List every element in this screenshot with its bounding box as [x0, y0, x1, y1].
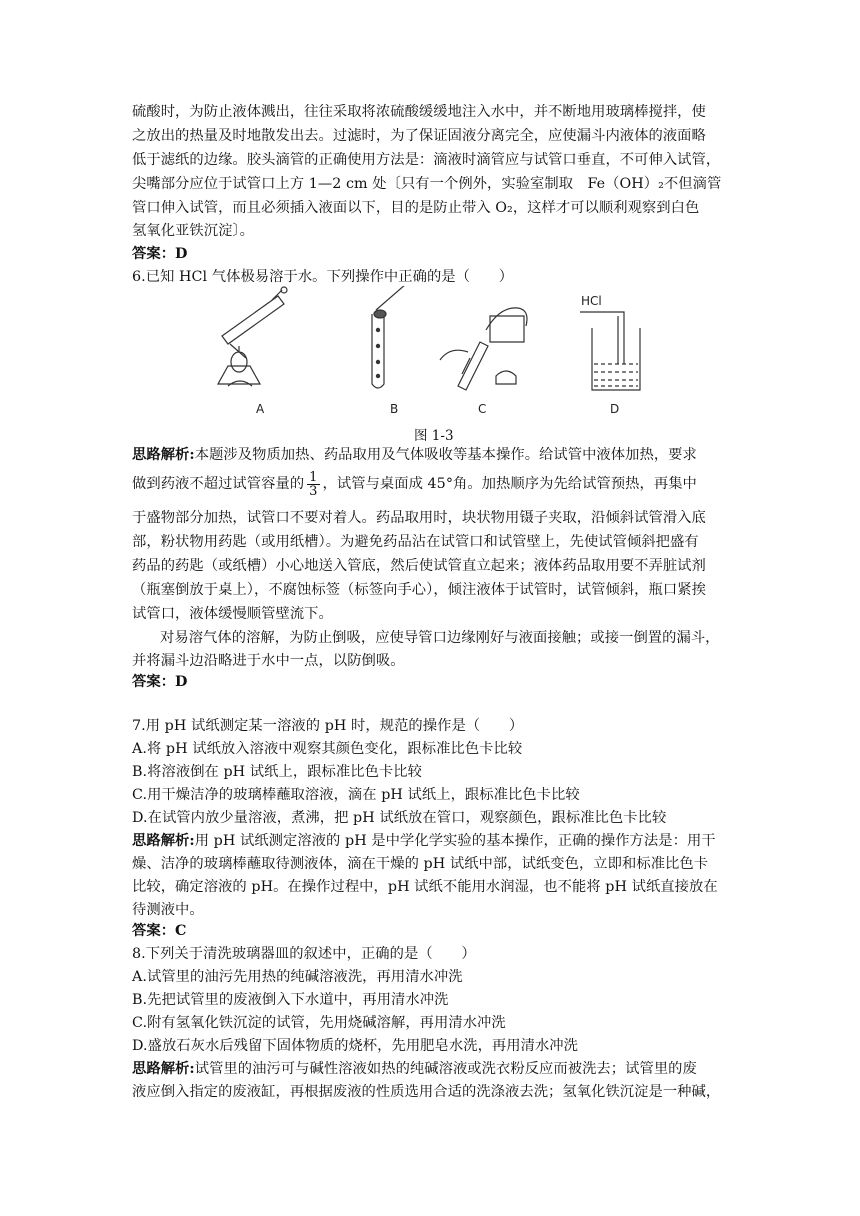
answer-line [132, 920, 732, 942]
option-b: B.将溶液倒在 pH 试纸上，跟标准比色卡比较 [132, 764, 422, 780]
apparatus-b [372, 286, 406, 388]
analysis-text: 试管里的油污可与碱性溶液如热的纯碱溶液或洗衣粉反应而被洗去；试管里的废 [194, 1061, 697, 1077]
text-line: 硫酸时，为防止液体溅出，往往采取将浓硫酸缓缓地注入水中，并不断地用玻璃棒搅拌，使 [132, 104, 706, 120]
answer-label: 答案： [132, 674, 176, 690]
analysis-line [132, 470, 732, 498]
text-line: 氢氧化亚铁沉淀〕。 [132, 223, 254, 239]
text-line: 之放出的热量及时地散发出去。过滤时，为了保证固液分离完全，应使漏斗内液体的液面略 [132, 128, 706, 144]
hcl-label: HCl [581, 294, 602, 308]
option-d: D.在试管内放少量溶液，煮沸，把 pH 试纸放在管口，观察颜色，跟标准比色卡比较 [132, 810, 667, 826]
text-line: 管口伸入试管，而且必须插入液面以下，目的是防止带入 O₂，这样才可以顺利观察到白色 [132, 200, 700, 216]
fraction-numerator: 1 [309, 469, 318, 485]
answer-value: C [175, 923, 187, 939]
option-c: C.用干燥洁净的玻璃棒蘸取溶液，滴在 pH 试纸上，跟标准比色卡比较 [132, 787, 580, 803]
fraction-one-third [307, 471, 319, 498]
option-d: D.盛放石灰水后残留下固体物质的烧杯，先用肥皂水洗，再用清水冲洗 [132, 1038, 579, 1054]
fraction-denominator: 3 [309, 483, 318, 499]
option-a: A.试管里的油污先用热的纯碱溶液洗，再用清水冲洗 [132, 969, 463, 985]
figure-label-a: A [256, 402, 265, 416]
analysis-text: 用 pH 试纸测定溶液的 pH 是中学化学实验的基本操作，正确的操作方法是：用干 [194, 833, 716, 849]
analysis-line: 对易溶气体的溶解，为防止倒吸，应使导管口边缘刚好与液面接触；或接一倒置的漏斗， [160, 630, 720, 646]
analysis-line: 并将漏斗边沿略进于水中一点，以防倒吸。 [132, 653, 405, 669]
analysis-label: 思路解析: [132, 833, 195, 849]
answer-label: 答案： [132, 923, 176, 939]
analysis-line: 液应倒入指定的废液缸，再根据废液的性质选用合适的洗涤液去洗；氢氧化铁沉淀是一种碱， [132, 1084, 721, 1100]
question-8-stem: 8.下列关于清洗玻璃器皿的叙述中，正确的是（ ） [132, 946, 476, 962]
figure-label-d: D [610, 402, 620, 416]
apparatus-a [218, 287, 287, 386]
answer-value: D [175, 246, 188, 262]
analysis-line: 于盛物部分加热，试管口不要对着人。药品取用时，块状物用镊子夹取，沿倾斜试管滑入底 [132, 510, 706, 526]
option-a: A.将 pH 试纸放入溶液中观察其颜色变化，跟标准比色卡比较 [132, 741, 523, 757]
analysis-text: ，试管与桌面成 45°角。加热顺序为先给试管预热，再集中 [322, 476, 697, 492]
option-b: B.先把试管里的废液倒入下水道中，再用清水冲洗 [132, 992, 449, 1008]
analysis-line [132, 830, 732, 852]
figure-1-3 [200, 286, 660, 420]
analysis-line: 试管口，液体缓慢顺管壁流下。 [132, 606, 333, 622]
answer-label: 答案： [132, 246, 176, 262]
figure-label-b: B [390, 402, 399, 416]
analysis-text: 本题涉及物质加热、药品取用及气体吸收等基本操作。给试管中液体加热，要求 [194, 447, 697, 463]
question-6-stem: 6.已知 HCl 气体极易溶于水。下列操作中正确的是（ ） [132, 269, 514, 285]
analysis-line [132, 1058, 732, 1080]
analysis-label: 思路解析: [132, 1061, 195, 1077]
analysis-line: 药品的药匙（或纸槽）小心地送入管底，然后使试管直立起来；液体药品取用要不弄脏试剂 [132, 558, 706, 574]
answer-value: D [175, 674, 188, 690]
apparatus-c [440, 308, 527, 390]
answer-line [132, 671, 732, 693]
option-c: C.附有氢氧化铁沉淀的试管，先用烧碱溶解，再用清水冲洗 [132, 1015, 506, 1031]
analysis-line: 燥、洁净的玻璃棒蘸取待测液体，滴在干燥的 pH 试纸中部，试纸变色，立即和标准比色卡 [132, 856, 709, 872]
figure-label-c: C [478, 402, 487, 416]
text-line: 尖嘴部分应位于试管口上方 1—2 cm 处〔只有一个例外，实验室制取 Fe（OH）₂不但滴管 [132, 176, 722, 192]
question-7-stem: 7.用 pH 试纸测定某一溶液的 pH 时，规范的操作是（ ） [132, 718, 524, 734]
analysis-line: 部，粉状物用药匙（或用纸槽）。为避免药品沾在试管口和试管壁上，先使试管倾斜把盛有 [132, 534, 699, 550]
analysis-line: 待测液中。 [132, 902, 204, 918]
analysis-line: （瓶塞倒放于桌上），不腐蚀标签（标签向手心），倾注液体于试管时，试管倾斜，瓶口紧挨 [132, 582, 706, 598]
figure-caption: 图 1-3 [414, 428, 454, 444]
analysis-text: 做到药液不超过试管容量的 [132, 476, 305, 492]
text-line: 低于滤纸的边缘。胶头滴管的正确使用方法是：滴液时滴管应与试管口垂直，不可伸入试管， [132, 152, 721, 168]
analysis-line [132, 444, 732, 466]
analysis-label: 思路解析: [132, 447, 195, 463]
answer-line [132, 243, 732, 265]
apparatus-d [580, 312, 640, 390]
analysis-line: 比较，确定溶液的 pH。在操作过程中，pH 试纸不能用水润湿，也不能将 pH 试纸直接放在 [132, 879, 718, 895]
